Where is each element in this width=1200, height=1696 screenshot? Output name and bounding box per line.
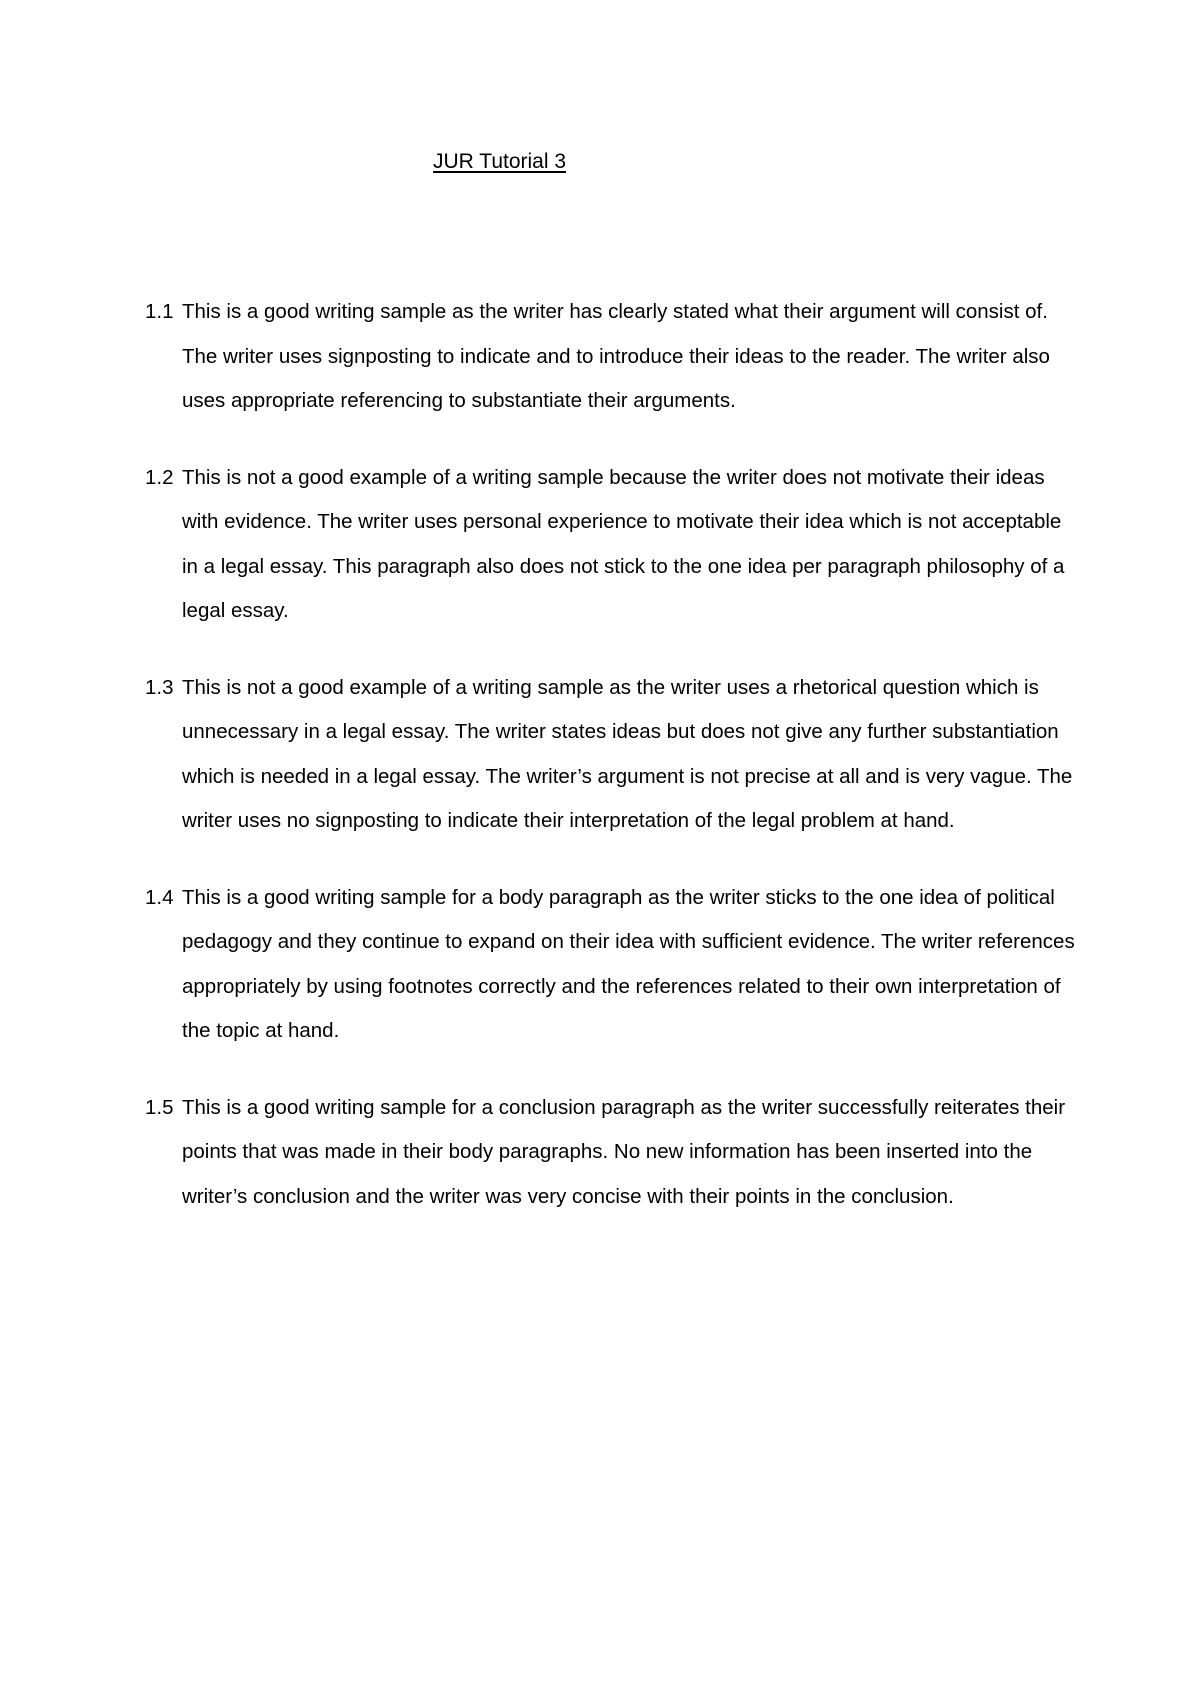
answer-number: 1.4	[145, 885, 174, 909]
answer-item-1-3	[145, 666, 1075, 844]
answer-item-1-4	[145, 876, 1075, 1054]
answer-text: This is not a good example of a writing sample as the writer uses a rhetorical question which is unnecessary in a legal essay. The writer states ideas but does not give any further substantiation which is needed in a legal essay. The writer’s argument is not precise at all and is very vague. The writer uses no signposting to indicate their interpretation of the legal problem at hand.	[182, 675, 1073, 832]
answer-text: This is a good writing sample for a conclusion paragraph as the writer successfully reiterates their points that was made in their body paragraphs. No new information has been inserted into the writer’s conclusion and the writer was very concise with their points in the conclusion.	[182, 1095, 1066, 1208]
answer-text: This is a good writing sample for a body paragraph as the writer sticks to the one idea of political pedagogy and they continue to expand on their idea with sufficient evidence. The writer references appropriately by using footnotes correctly and the references related to their own interpretation of the topic at hand.	[182, 885, 1075, 1042]
answer-item-1-2	[145, 456, 1075, 634]
answer-text: This is not a good example of a writing sample because the writer does not motivate their ideas with evidence. The writer uses personal experience to motivate their idea which is not acceptable in a legal essay. This paragraph also does not stick to the one idea per paragraph philosophy of a legal essay.	[182, 465, 1065, 622]
answer-number: 1.2	[145, 465, 174, 489]
answer-text: This is a good writing sample as the writer has clearly stated what their argument will consist of. The writer uses signposting to indicate and to introduce their ideas to the reader. The writer also uses appropriate referencing to substantiate their arguments.	[182, 300, 1050, 412]
answer-item-1-1	[145, 290, 1075, 424]
answer-item-1-5	[145, 1086, 1075, 1220]
answer-number: 1.3	[145, 675, 174, 699]
answer-number: 1.1	[145, 300, 174, 323]
answer-list	[145, 290, 1075, 1251]
answer-number: 1.5	[145, 1095, 174, 1119]
document-title: JUR Tutorial 3	[433, 150, 567, 173]
